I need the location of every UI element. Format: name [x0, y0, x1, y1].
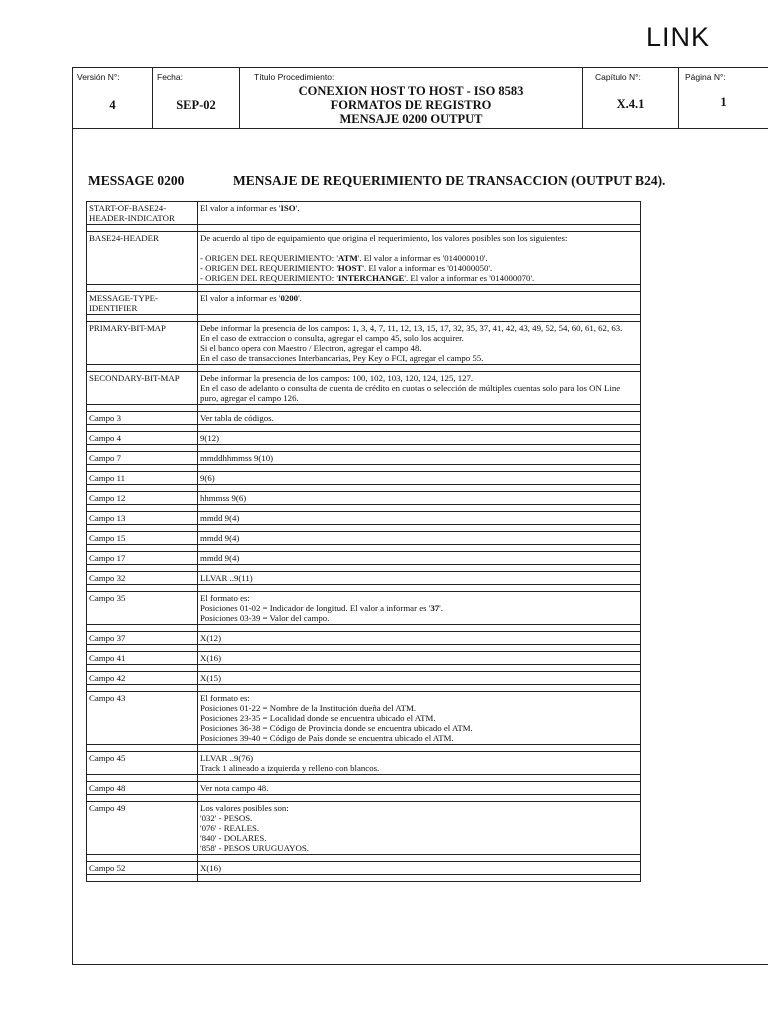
field-name: Campo 12 [87, 492, 198, 505]
field-description: Ver nota campo 48. [198, 782, 641, 795]
field-description: 9(12) [198, 432, 641, 445]
field-name: Campo 17 [87, 552, 198, 565]
link-logo [646, 22, 728, 52]
row-separator [87, 425, 641, 432]
field-description: El formato es: Posiciones 01-22 = Nombre de la Institución dueña del ATM. Posiciones 23-35 = Localidad donde se encuentra ubicado el ATM. Posiciones 36-38 = Código de Provincia donde se encuentra ubicado el ATM. Posiciones 39-40 = Código de País donde se encuentra ubicado el ATM. [198, 692, 641, 745]
field-name: Campo 42 [87, 672, 198, 685]
row-separator [87, 445, 641, 452]
field-description: hhmmss 9(6) [198, 492, 641, 505]
field-row [87, 322, 641, 365]
field-row [87, 432, 641, 445]
field-name: START-OF-BASE24- HEADER-INDICATOR [87, 202, 198, 225]
row-separator [87, 285, 641, 292]
field-description: El valor a informar es '0200'. [198, 292, 641, 315]
row-separator [87, 685, 641, 692]
fields-body [87, 202, 641, 882]
field-name: Campo 4 [87, 432, 198, 445]
document-header [72, 67, 768, 129]
field-row [87, 372, 641, 405]
field-description: 9(6) [198, 472, 641, 485]
procedure-title [240, 84, 582, 126]
field-name: MESSAGE-TYPE- IDENTIFIER [87, 292, 198, 315]
field-name: Campo 35 [87, 592, 198, 625]
field-description: mmdd 9(4) [198, 552, 641, 565]
field-description: De acuerdo al tipo de equipamiento que origina el requerimiento, los valores posibles son los siguientes: - ORIGEN DEL REQUERIMIENTO: 'ATM'. El valor a informar es '014000010'. - ORIGEN DEL REQUERIMIENTO: 'HOST'. El valor a informar es '014000050'. - ORIGEN DEL REQUERIMIENTO: 'INTERCHANGE'. El valor a informar es '014000070'. [198, 232, 641, 285]
field-name: Campo 13 [87, 512, 198, 525]
field-name: Campo 41 [87, 652, 198, 665]
field-description: LLVAR ..9(11) [198, 572, 641, 585]
row-separator [87, 465, 641, 472]
message-label: MESSAGE 0200 [88, 173, 185, 188]
field-row [87, 572, 641, 585]
row-separator [87, 315, 641, 322]
field-description: Debe informar la presencia de los campos: 1, 3, 4, 7, 11, 12, 13, 15, 17, 32, 35, 37, 41, 42, 43, 49, 52, 54, 60, 61, 62, 63. En el caso de extraccion o consulta, agregar el campo 45, solo los acquirer. Si el banco opera con Maestro / Electron, agregar el campo 48. En el caso de transacciones Interbancarias, Pey Key o FCI, agregar el campo 55. [198, 322, 641, 365]
field-name: Campo 3 [87, 412, 198, 425]
field-row [87, 632, 641, 645]
row-separator [87, 665, 641, 672]
title-label: Título Procedimiento: [254, 72, 335, 82]
version-label: Versión N°: [77, 72, 120, 82]
logo-text: LINK [646, 22, 711, 52]
field-row [87, 292, 641, 315]
row-separator [87, 855, 641, 862]
field-name: PRIMARY-BIT-MAP [87, 322, 198, 365]
field-name: BASE24-HEADER [87, 232, 198, 285]
field-row [87, 782, 641, 795]
row-separator [87, 525, 641, 532]
field-row [87, 802, 641, 855]
row-separator [87, 405, 641, 412]
field-description: X(12) [198, 632, 641, 645]
row-separator [87, 365, 641, 372]
field-row [87, 692, 641, 745]
field-name: Campo 49 [87, 802, 198, 855]
date-cell [153, 68, 240, 128]
field-name: Campo 45 [87, 752, 198, 775]
row-separator [87, 505, 641, 512]
field-name: Campo 37 [87, 632, 198, 645]
field-description: X(16) [198, 862, 641, 875]
message-title: MENSAJE DE REQUERIMIENTO DE TRANSACCION (OUTPUT B24). [233, 173, 666, 188]
row-separator [87, 875, 641, 882]
chapter-label: Capítulo N°: [595, 72, 641, 82]
field-row [87, 672, 641, 685]
field-name: Campo 15 [87, 532, 198, 545]
field-description: Los valores posibles son: '032' - PESOS. '076' - REALES. '840' - DOLARES. '858' - PESOS URUGUAYOS. [198, 802, 641, 855]
field-name: Campo 48 [87, 782, 198, 795]
field-description: LLVAR ..9(76) Track 1 alineado a izquierda y relleno con blancos. [198, 752, 641, 775]
field-description: mmdd 9(4) [198, 512, 641, 525]
field-row [87, 202, 641, 225]
row-separator [87, 645, 641, 652]
field-row [87, 512, 641, 525]
field-description: X(15) [198, 672, 641, 685]
page-value: 1 [720, 95, 727, 109]
field-name: Campo 32 [87, 572, 198, 585]
row-separator [87, 585, 641, 592]
field-row [87, 752, 641, 775]
field-row [87, 532, 641, 545]
field-description: mmdd 9(4) [198, 532, 641, 545]
row-separator [87, 625, 641, 632]
field-row [87, 652, 641, 665]
field-row [87, 232, 641, 285]
field-row [87, 492, 641, 505]
chapter-value: X.4.1 [616, 97, 645, 111]
title-line: FORMATOS DE REGISTRO [330, 98, 492, 112]
row-separator [87, 795, 641, 802]
row-separator [87, 225, 641, 232]
field-description: Ver tabla de códigos. [198, 412, 641, 425]
page-label: Página N°: [685, 72, 726, 82]
title-cell [240, 68, 583, 128]
field-row [87, 452, 641, 465]
date-label: Fecha: [157, 72, 183, 82]
row-separator [87, 745, 641, 752]
field-description: El valor a informar es 'ISO'. [198, 202, 641, 225]
field-name: Campo 52 [87, 862, 198, 875]
title-line: MENSAJE 0200 OUTPUT [339, 112, 483, 126]
title-line: CONEXION HOST TO HOST - ISO 8583 [298, 84, 524, 98]
field-name: Campo 43 [87, 692, 198, 745]
field-row [87, 472, 641, 485]
version-cell [73, 68, 153, 128]
row-separator [87, 775, 641, 782]
row-separator [87, 545, 641, 552]
field-name: Campo 7 [87, 452, 198, 465]
field-name: SECONDARY-BIT-MAP [87, 372, 198, 405]
field-description: mmddhhmmss 9(10) [198, 452, 641, 465]
field-name: Campo 11 [87, 472, 198, 485]
field-row [87, 412, 641, 425]
version-value: 4 [109, 98, 116, 112]
field-description: X(16) [198, 652, 641, 665]
field-description: Debe informar la presencia de los campos: 100, 102, 103, 120, 124, 125, 127. En el caso de adelanto o consulta de cuenta de crédito en cuotas o selección de múltiples cuentas solo para los ON Line puro, agregar el campo 126. [198, 372, 641, 405]
row-separator [87, 485, 641, 492]
page-cell [679, 68, 768, 128]
date-value: SEP-02 [176, 98, 216, 112]
chapter-cell [583, 68, 679, 128]
row-separator [87, 565, 641, 572]
field-description: El formato es: Posiciones 01-02 = Indicador de longitud. El valor a informar es '37'. Posiciones 03-39 = Valor del campo. [198, 592, 641, 625]
fields-table [86, 201, 641, 882]
field-row [87, 862, 641, 875]
field-row [87, 592, 641, 625]
field-row [87, 552, 641, 565]
